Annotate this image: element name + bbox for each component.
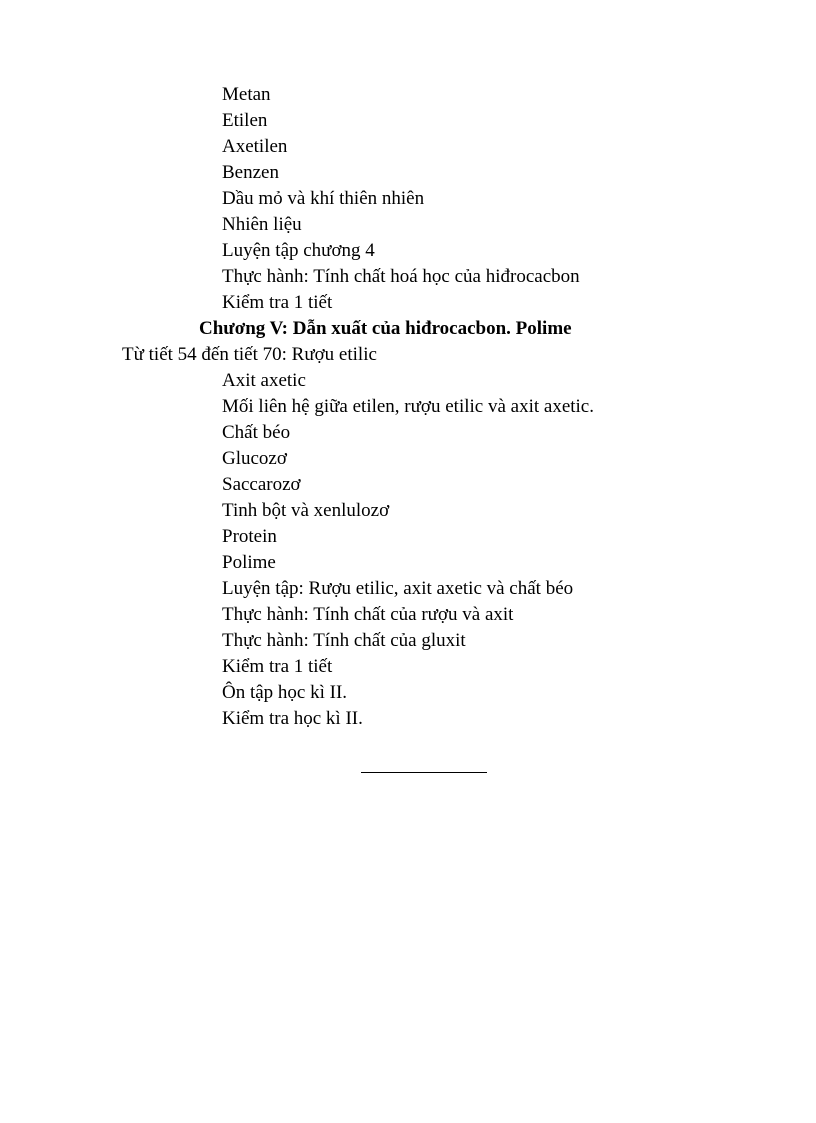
chapter-heading: Chương V: Dẫn xuất của hiđrocacbon. Polime	[199, 318, 572, 339]
lesson-item: Nhiên liệu	[222, 214, 302, 235]
lesson-item: Luyện tập: Rượu etilic, axit axetic và chất béo	[222, 578, 574, 599]
lesson-item: Mối liên hệ giữa etilen, rượu etilic và axit axetic.	[222, 396, 594, 417]
lesson-item: Tinh bột và xenlulozơ	[222, 500, 390, 521]
lesson-item: Thực hành: Tính chất hoá học của hiđrocacbon	[222, 266, 580, 287]
lesson-item: Metan	[222, 84, 271, 105]
lesson-item: Glucozơ	[222, 448, 287, 469]
lesson-item: Saccarozơ	[222, 474, 301, 495]
lesson-item: Luyện tập chương 4	[222, 240, 375, 261]
lesson-item: Polime	[222, 552, 276, 573]
lesson-item: Etilen	[222, 110, 268, 131]
lesson-item: Benzen	[222, 162, 279, 183]
lesson-item: Protein	[222, 526, 277, 547]
lesson-item: Thực hành: Tính chất của gluxit	[222, 630, 466, 651]
lesson-item: Kiểm tra 1 tiết	[222, 292, 333, 313]
lesson-range: Từ tiết 54 đến tiết 70: Rượu etilic	[122, 344, 377, 365]
lesson-item: Kiểm tra học kì II.	[222, 708, 363, 729]
lesson-item: Axetilen	[222, 136, 288, 157]
lesson-item: Chất béo	[222, 422, 291, 443]
lesson-item: Thực hành: Tính chất của rượu và axit	[222, 604, 514, 625]
lesson-item: Dầu mỏ và khí thiên nhiên	[222, 188, 425, 209]
lesson-item: Axit axetic	[222, 370, 306, 391]
lesson-item: Kiểm tra 1 tiết	[222, 656, 333, 677]
lesson-item: Ôn tập học kì II.	[222, 682, 348, 703]
divider-line	[361, 772, 487, 773]
